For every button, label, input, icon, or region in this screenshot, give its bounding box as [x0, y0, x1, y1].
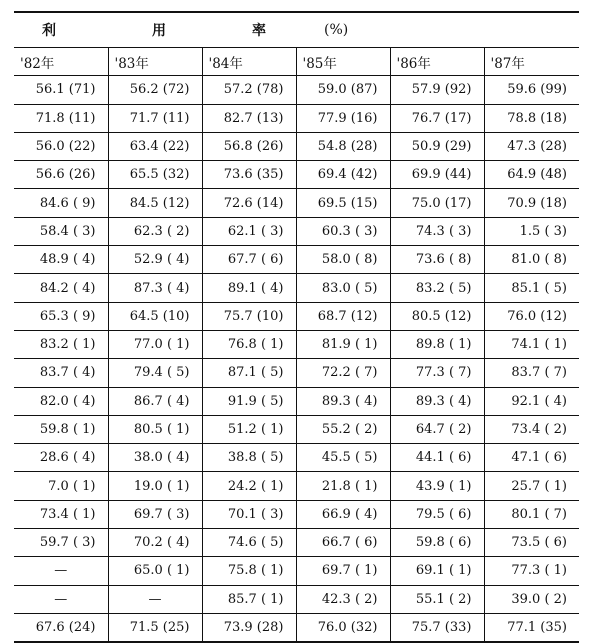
- table-cell: 58.0 ( 8): [296, 246, 390, 274]
- table-row: [14, 246, 579, 274]
- year-header-row: [14, 48, 579, 76]
- table-row: [14, 359, 579, 387]
- table-row: [14, 76, 579, 104]
- table-row: [14, 472, 579, 500]
- table-cell: 58.4 ( 3): [14, 217, 108, 245]
- table-cell: 80.1 ( 7): [484, 500, 579, 528]
- table-cell: 57.9 (92): [390, 76, 484, 104]
- table-cell: 83.7 ( 4): [14, 359, 108, 387]
- table-cell: 69.7 ( 3): [108, 500, 202, 528]
- table-body: [14, 76, 579, 642]
- table-cell: 81.0 ( 8): [484, 246, 579, 274]
- table-cell: —: [14, 585, 108, 613]
- table-cell: 62.1 ( 3): [202, 217, 296, 245]
- table-cell: 48.9 ( 4): [14, 246, 108, 274]
- table-cell: 55.2 ( 2): [296, 415, 390, 443]
- table-row: [14, 161, 579, 189]
- table-cell: 56.2 (72): [108, 76, 202, 104]
- table-cell: 83.0 ( 5): [296, 274, 390, 302]
- table-cell: 65.0 ( 1): [108, 557, 202, 585]
- table-cell: 66.7 ( 6): [296, 529, 390, 557]
- table-cell: 65.5 (32): [108, 161, 202, 189]
- table-cell: 19.0 ( 1): [108, 472, 202, 500]
- table-cell: 83.7 ( 7): [484, 359, 579, 387]
- table-cell: 73.4 ( 1): [14, 500, 108, 528]
- table-cell: 39.0 ( 2): [484, 585, 579, 613]
- table-cell: 80.5 ( 1): [108, 415, 202, 443]
- table-cell: 59.7 ( 3): [14, 529, 108, 557]
- table-cell: 89.1 ( 4): [202, 274, 296, 302]
- table-cell: 89.3 ( 4): [390, 387, 484, 415]
- table-cell: 71.5 (25): [108, 613, 202, 642]
- table-cell: 64.7 ( 2): [390, 415, 484, 443]
- table-cell: 81.9 ( 1): [296, 330, 390, 358]
- table-cell: 69.9 (44): [390, 161, 484, 189]
- table-cell: 69.1 ( 1): [390, 557, 484, 585]
- table-cell: 62.3 ( 2): [108, 217, 202, 245]
- table-cell: 73.6 (35): [202, 161, 296, 189]
- table-cell: 73.6 ( 8): [390, 246, 484, 274]
- table-cell: 76.0 (12): [484, 302, 579, 330]
- table-title-row: [14, 11, 579, 48]
- table-cell: 92.1 ( 4): [484, 387, 579, 415]
- table-cell: 82.0 ( 4): [14, 387, 108, 415]
- table-row: [14, 585, 579, 613]
- table-cell: 75.7 (10): [202, 302, 296, 330]
- table-row: [14, 132, 579, 160]
- table-row: [14, 444, 579, 472]
- table-cell: 73.9 (28): [202, 613, 296, 642]
- utilization-table: [14, 48, 579, 643]
- table-cell: 55.1 ( 2): [390, 585, 484, 613]
- table-cell: 67.6 (24): [14, 613, 108, 642]
- table-cell: 70.2 ( 4): [108, 529, 202, 557]
- table-cell: 21.8 ( 1): [296, 472, 390, 500]
- table-cell: 76.0 (32): [296, 613, 390, 642]
- table-cell: 87.1 ( 5): [202, 359, 296, 387]
- table-row: [14, 529, 579, 557]
- table-row: [14, 387, 579, 415]
- table-cell: 42.3 ( 2): [296, 585, 390, 613]
- table-cell: —: [14, 557, 108, 585]
- table-cell: 70.9 (18): [484, 189, 579, 217]
- table-cell: 66.9 ( 4): [296, 500, 390, 528]
- title-unit: (%): [324, 22, 349, 38]
- table-cell: 65.3 ( 9): [14, 302, 108, 330]
- table-cell: 87.3 ( 4): [108, 274, 202, 302]
- table-cell: 71.7 (11): [108, 104, 202, 132]
- table-cell: 57.2 (78): [202, 76, 296, 104]
- table-cell: 47.1 ( 6): [484, 444, 579, 472]
- table-cell: 7.0 ( 1): [14, 472, 108, 500]
- table-row: [14, 330, 579, 358]
- table-row: [14, 189, 579, 217]
- table-cell: 43.9 ( 1): [390, 472, 484, 500]
- table-cell: 82.7 (13): [202, 104, 296, 132]
- table-cell: 91.9 ( 5): [202, 387, 296, 415]
- table-cell: 47.3 (28): [484, 132, 579, 160]
- table-cell: 56.8 (26): [202, 132, 296, 160]
- year-header: '84年: [202, 48, 296, 76]
- table-cell: 89.3 ( 4): [296, 387, 390, 415]
- table-cell: 69.5 (15): [296, 189, 390, 217]
- table-cell: 76.8 ( 1): [202, 330, 296, 358]
- utilization-table-container: [14, 11, 579, 643]
- table-cell: 74.3 ( 3): [390, 217, 484, 245]
- table-cell: 38.8 ( 5): [202, 444, 296, 472]
- table-cell: 56.6 (26): [14, 161, 108, 189]
- table-cell: 76.7 (17): [390, 104, 484, 132]
- table-cell: 83.2 ( 5): [390, 274, 484, 302]
- table-cell: 69.7 ( 1): [296, 557, 390, 585]
- table-row: [14, 500, 579, 528]
- table-cell: 59.8 ( 6): [390, 529, 484, 557]
- table-cell: 1.5 ( 3): [484, 217, 579, 245]
- table-cell: 60.3 ( 3): [296, 217, 390, 245]
- table-cell: 50.9 (29): [390, 132, 484, 160]
- table-cell: 83.2 ( 1): [14, 330, 108, 358]
- table-cell: 79.4 ( 5): [108, 359, 202, 387]
- table-cell: 85.1 ( 5): [484, 274, 579, 302]
- year-header: '82年: [14, 48, 108, 76]
- title-char-1: 利: [42, 23, 56, 39]
- table-row: [14, 274, 579, 302]
- table-cell: 64.5 (10): [108, 302, 202, 330]
- table-cell: 28.6 ( 4): [14, 444, 108, 472]
- table-row: [14, 217, 579, 245]
- table-cell: 77.3 ( 7): [390, 359, 484, 387]
- table-cell: 59.6 (99): [484, 76, 579, 104]
- table-cell: 77.0 ( 1): [108, 330, 202, 358]
- table-cell: 75.7 (33): [390, 613, 484, 642]
- title-char-3: 率: [252, 23, 266, 39]
- table-cell: 25.7 ( 1): [484, 472, 579, 500]
- year-header: '87年: [484, 48, 579, 76]
- table-cell: 56.1 (71): [14, 76, 108, 104]
- table-cell: 84.2 ( 4): [14, 274, 108, 302]
- table-cell: 68.7 (12): [296, 302, 390, 330]
- table-cell: 74.1 ( 1): [484, 330, 579, 358]
- table-cell: 51.2 ( 1): [202, 415, 296, 443]
- table-cell: 75.0 (17): [390, 189, 484, 217]
- table-cell: 54.8 (28): [296, 132, 390, 160]
- table-row: [14, 415, 579, 443]
- table-row: [14, 557, 579, 585]
- table-cell: 73.4 ( 2): [484, 415, 579, 443]
- table-cell: 78.8 (18): [484, 104, 579, 132]
- table-cell: 38.0 ( 4): [108, 444, 202, 472]
- table-cell: 80.5 (12): [390, 302, 484, 330]
- table-cell: 70.1 ( 3): [202, 500, 296, 528]
- table-cell: 89.8 ( 1): [390, 330, 484, 358]
- table-row: [14, 104, 579, 132]
- table-cell: 77.9 (16): [296, 104, 390, 132]
- title-char-2: 用: [152, 23, 166, 39]
- year-header: '83年: [108, 48, 202, 76]
- table-row: [14, 302, 579, 330]
- table-cell: 74.6 ( 5): [202, 529, 296, 557]
- table-cell: 77.1 (35): [484, 613, 579, 642]
- table-cell: 44.1 ( 6): [390, 444, 484, 472]
- table-cell: 45.5 ( 5): [296, 444, 390, 472]
- table-cell: 72.6 (14): [202, 189, 296, 217]
- table-cell: 64.9 (48): [484, 161, 579, 189]
- table-cell: 84.5 (12): [108, 189, 202, 217]
- table-cell: 75.8 ( 1): [202, 557, 296, 585]
- table-cell: 52.9 ( 4): [108, 246, 202, 274]
- table-cell: —: [108, 585, 202, 613]
- table-cell: 79.5 ( 6): [390, 500, 484, 528]
- table-cell: 63.4 (22): [108, 132, 202, 160]
- year-header: '85年: [296, 48, 390, 76]
- table-cell: 59.8 ( 1): [14, 415, 108, 443]
- table-cell: 59.0 (87): [296, 76, 390, 104]
- table-cell: 86.7 ( 4): [108, 387, 202, 415]
- table-cell: 84.6 ( 9): [14, 189, 108, 217]
- table-cell: 72.2 ( 7): [296, 359, 390, 387]
- table-cell: 85.7 ( 1): [202, 585, 296, 613]
- table-cell: 56.0 (22): [14, 132, 108, 160]
- table-cell: 24.2 ( 1): [202, 472, 296, 500]
- table-cell: 77.3 ( 1): [484, 557, 579, 585]
- table-cell: 71.8 (11): [14, 104, 108, 132]
- table-cell: 67.7 ( 6): [202, 246, 296, 274]
- year-header: '86年: [390, 48, 484, 76]
- table-cell: 73.5 ( 6): [484, 529, 579, 557]
- table-cell: 69.4 (42): [296, 161, 390, 189]
